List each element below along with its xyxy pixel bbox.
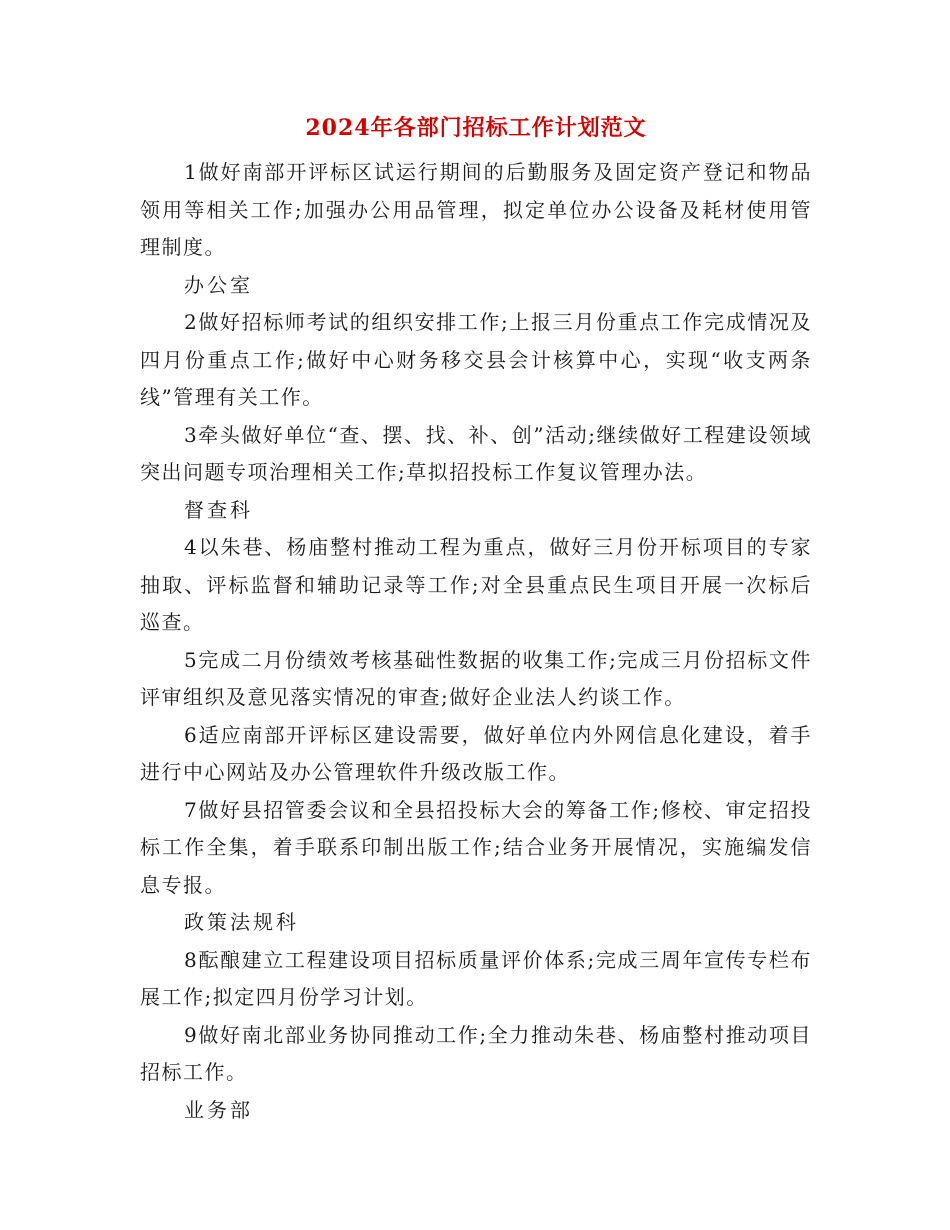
document-page [140, 108, 812, 1129]
paragraph-3: 3牵头做好单位“查、摆、找、补、创”活动;继续做好工程建设领域突出问题专项治理相关工作;草拟招投标工作复议管理办法。 [140, 422, 812, 484]
department-heading-office: 办公室 [184, 272, 253, 297]
paragraph-8: 8酝酿建立工程建设项目招标质量评价体系;完成三周年宣传专栏布展工作;拟定四月份学习计划。 [140, 947, 812, 1009]
paragraph-6: 6适应南部开评标区建设需要，做好单位内外网信息化建设，着手进行中心网站及办公管理软件升级改版工作。 [140, 722, 812, 784]
department-heading-inspection: 督查科 [184, 497, 253, 522]
department-heading-policy: 政策法规科 [184, 910, 299, 934]
paragraph-5: 5完成二月份绩效考核基础性数据的收集工作;完成三月份招标文件评审组织及意见落实情况的审查;做好企业法人约谈工作。 [140, 647, 812, 709]
paragraph-2: 2做好招标师考试的组织安排工作;上报三月份重点工作完成情况及四月份重点工作;做好中心财务移交县会计核算中心，实现“收支两条线”管理有关工作。 [140, 310, 812, 409]
paragraph-1: 1做好南部开评标区试运行期间的后勤服务及固定资产登记和物品领用等相关工作;加强办公用品管理，拟定单位办公设备及耗材使用管理制度。 [140, 160, 812, 259]
paragraph-4: 4以朱巷、杨庙整村推动工程为重点，做好三月份开标项目的专家抽取、评标监督和辅助记录等工作;对全县重点民生项目开展一次标后巡查。 [140, 535, 812, 634]
document-title: 2024年各部门招标工作计划范文 [305, 115, 647, 141]
paragraph-9: 9做好南北部业务协同推动工作;全力推动朱巷、杨庙整村推动项目招标工作。 [140, 1022, 812, 1084]
department-heading-business: 业务部 [184, 1097, 253, 1122]
paragraph-7: 7做好县招管委会议和全县招投标大会的筹备工作;修校、审定招投标工作全集，着手联系印制出版工作;结合业务开展情况，实施编发信息专报。 [140, 797, 812, 897]
